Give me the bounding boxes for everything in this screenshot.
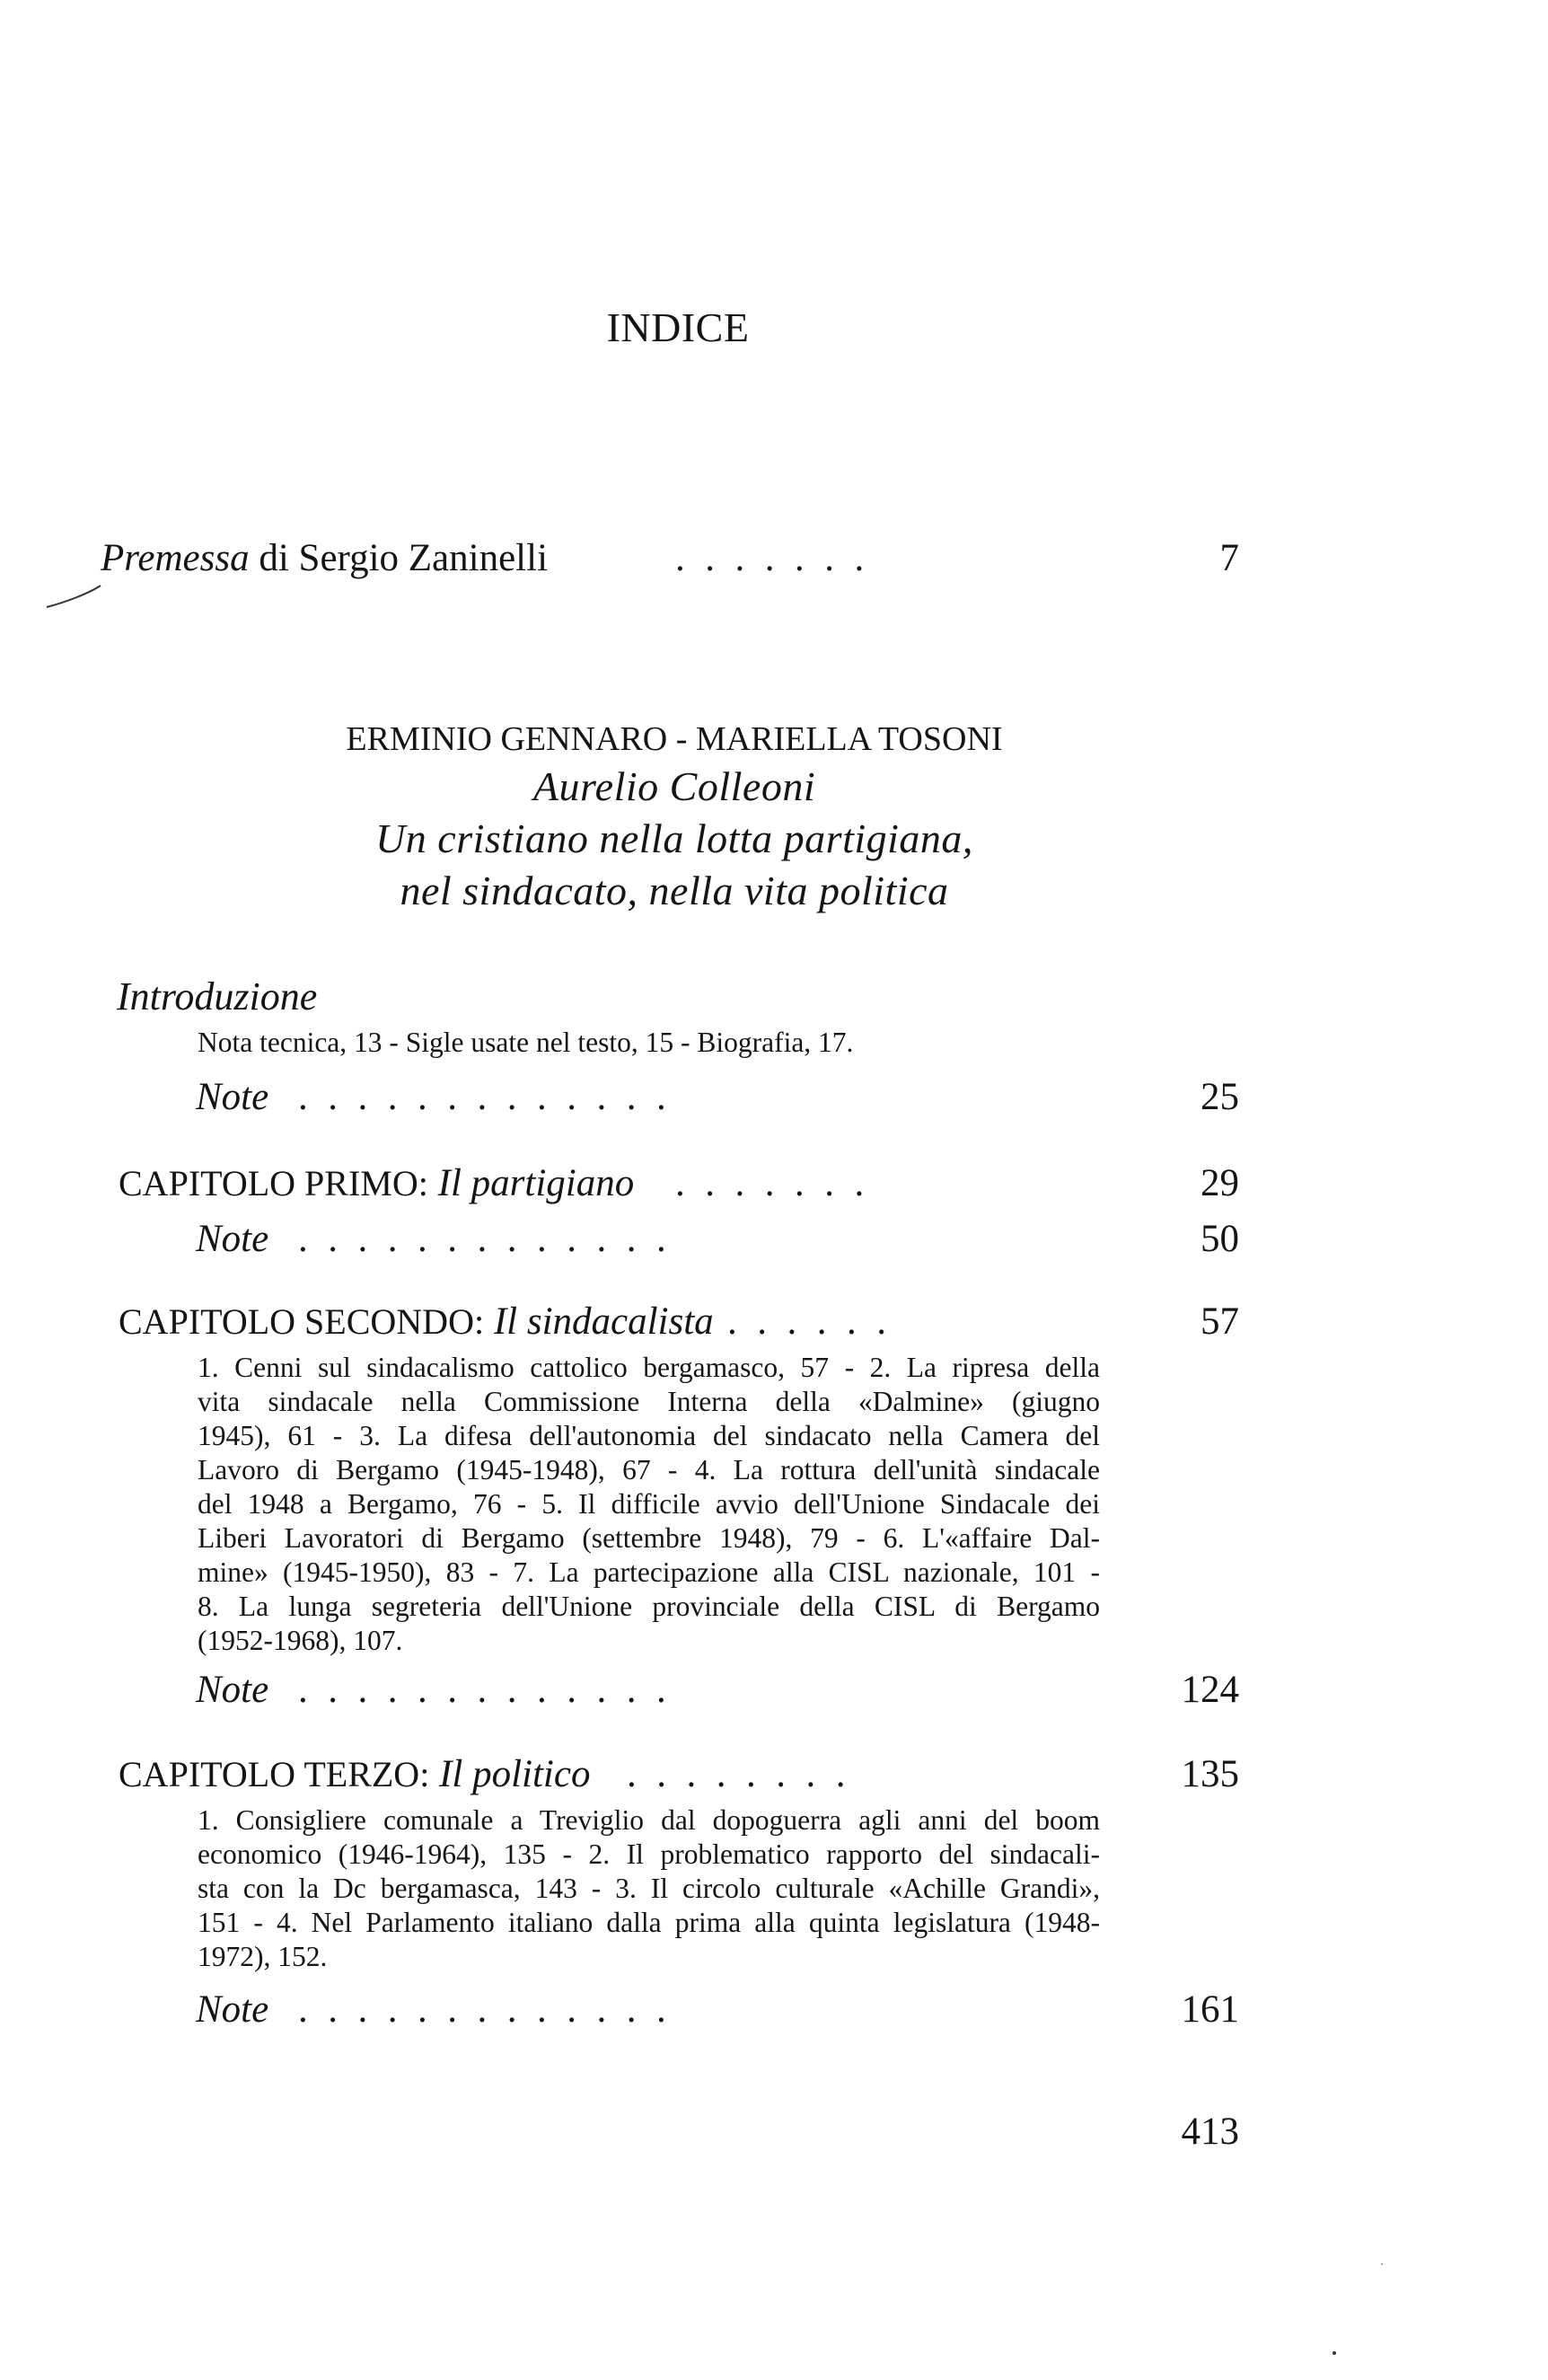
- summary-line: Lavoro di Bergamo (1945-1948), 67 - 4. La rottura dell'unità sindacale: [198, 1454, 1100, 1485]
- chapter-3-title: Il politico: [439, 1753, 591, 1795]
- book-title-line-3: nel sindacato, nella vita politica: [400, 868, 949, 913]
- chapter-3-note-dots: .............: [298, 1988, 687, 2031]
- page-folio: 413: [1181, 2111, 1239, 2153]
- chapter-3-label: CAPITOLO TERZO:: [119, 1754, 430, 1794]
- summary-line: mine» (1945-1950), 83 - 7. La partecipazione alla CISL nazionale, 101 -: [198, 1556, 1100, 1588]
- summary-line: Liberi Lavoratori di Bergamo (settembre 1948), 79 - 6. L'«affaire Dal-: [198, 1522, 1100, 1554]
- chapter-2-dots: ......: [727, 1300, 907, 1343]
- scan-speck: [1333, 2351, 1336, 2355]
- introduzione-note-dots: .............: [298, 1076, 687, 1118]
- page-title: INDICE: [606, 304, 750, 350]
- introduzione-summary: [198, 1026, 1100, 1060]
- book-title-line-1: Aurelio Colleoni: [532, 763, 816, 809]
- summary-line: sta con la Dc bergamasca, 143 - 3. Il circolo culturale «Achille Grandi»,: [198, 1873, 1100, 1904]
- chapter-3-dots: ........: [627, 1753, 866, 1795]
- chapter-3-note-label: Note: [196, 1988, 269, 2031]
- chapter-2-title: Il sindacalista: [493, 1300, 714, 1343]
- introduzione-label: Introduzione: [117, 974, 318, 1018]
- toc-entry-premessa: [101, 535, 548, 582]
- chapter-1-page: 29: [1201, 1162, 1239, 1204]
- introduzione-note-page: 25: [1201, 1076, 1239, 1118]
- chapter-2-note-dots: .............: [298, 1669, 687, 1711]
- premessa-leader-dots: .......: [675, 537, 884, 579]
- book-title-line-2: Un cristiano nella lotta partigiana,: [375, 815, 973, 861]
- chapter-2-note-label: Note: [196, 1669, 269, 1711]
- chapter-3-note-page: 161: [1181, 1988, 1239, 2031]
- summary-line: Nota tecnica, 13 - Sigle usate nel testo, 15 - Biografia, 17.: [198, 1027, 854, 1058]
- chapter-2-page: 57: [1201, 1300, 1239, 1343]
- chapter-1-note-label: Note: [196, 1218, 269, 1260]
- premessa-page-number: 7: [1219, 537, 1239, 579]
- chapter-3-page: 135: [1181, 1753, 1239, 1795]
- chapter-1-dots: .......: [675, 1162, 884, 1204]
- summary-line: 8. La lunga segreteria dell'Unione provinciale della CISL di Bergamo: [198, 1591, 1100, 1622]
- summary-line: vita sindacale nella Commissione Interna della «Dalmine» (giugno: [198, 1386, 1100, 1417]
- summary-line: 151 - 4. Nel Parlamento italiano dalla prima alla quinta legislatura (1948-: [198, 1907, 1100, 1938]
- summary-line: 1945), 61 - 3. La difesa dell'autonomia del sindacato nella Camera del: [198, 1420, 1100, 1451]
- chapter-1-note-dots: .............: [298, 1218, 687, 1260]
- toc-entry-chapter-1: [119, 1160, 634, 1207]
- summary-line: 1. Cenni sul sindacalismo cattolico bergamasco, 57 - 2. La ripresa della: [198, 1352, 1100, 1383]
- summary-line: 1972), 152.: [198, 1941, 328, 1972]
- chapter-2-summary: [198, 1351, 1100, 1658]
- chapter-3-summary: [198, 1803, 1100, 1974]
- premessa-label: Premessa: [101, 537, 250, 579]
- summary-line: 1. Consigliere comunale a Treviglio dal dopoguerra agli anni del boom: [198, 1804, 1100, 1836]
- summary-line: economico (1946-1964), 135 - 2. Il problematico rapporto del sindacali-: [198, 1838, 1100, 1870]
- toc-entry-chapter-2: [119, 1299, 714, 1345]
- chapter-1-label: CAPITOLO PRIMO:: [119, 1163, 428, 1203]
- summary-line: del 1948 a Bergamo, 76 - 5. Il difficile avvio dell'Unione Sindacale dei: [198, 1488, 1100, 1520]
- toc-entry-chapter-3: [119, 1751, 590, 1798]
- premessa-author: di Sergio Zaninelli: [249, 537, 549, 579]
- introduzione-note-label: Note: [196, 1076, 269, 1118]
- chapter-2-note-page: 124: [1181, 1669, 1239, 1711]
- scan-speck: [1381, 2263, 1383, 2265]
- chapter-1-title: Il partigiano: [437, 1162, 635, 1204]
- summary-line: (1952-1968), 107.: [198, 1625, 403, 1656]
- pen-stroke-mark: [45, 575, 117, 611]
- chapter-2-label: CAPITOLO SECONDO:: [119, 1301, 485, 1342]
- chapter-1-note-page: 50: [1201, 1218, 1239, 1260]
- book-authors: ERMINIO GENNARO - MARIELLA TOSONI: [346, 720, 1003, 758]
